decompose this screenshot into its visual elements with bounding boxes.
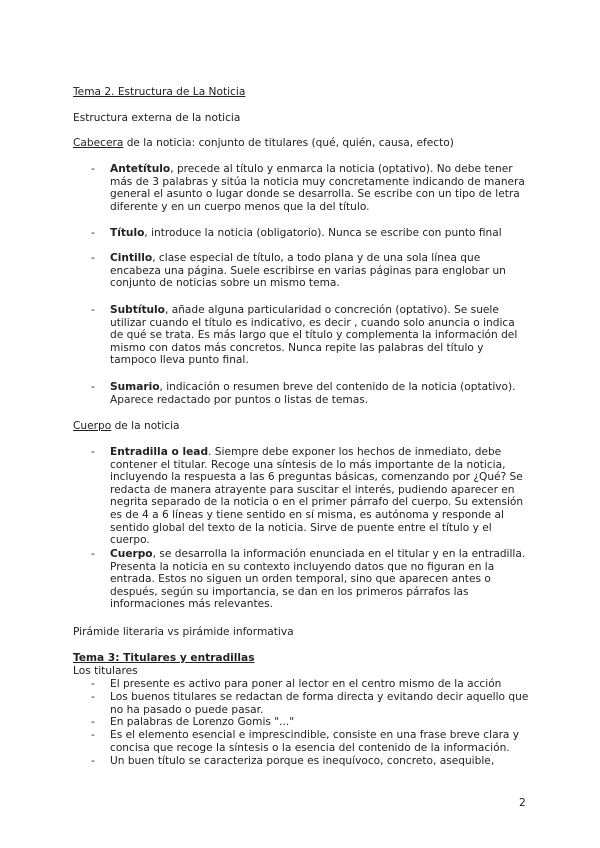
description: Es el elemento esencial e imprescindible, consiste en una frase breve clara y concisa que recoge la síntesis o la esencia del contenido de la información. [110, 729, 520, 754]
description: , se desarrolla la información enunciada en el titular y en la entradilla. Presenta la noticia en su contexto incluyendo datos que no figuran en la entrada. Estos no siguen un orden temporal, sino que aparecen antes o después, según su importancia, se dan en los primeros párrafos las informaciones más relevantes. [110, 548, 526, 611]
description: , introduce la noticia (obligatorio). Nunca se escribe con punto final [144, 227, 502, 239]
tema3-heading: Tema 3: Titulares y entradillas [73, 652, 255, 664]
cabecera-line [73, 137, 454, 150]
description: El presente es activo para poner al lector en el centro mismo de la acción [110, 678, 502, 690]
dash-bullet: - [91, 548, 95, 560]
term: Título [110, 227, 145, 239]
description: , clase especial de título, a todo plana y de una sola línea que encabeza una página. Suele escribirse en varias páginas para englobar un conjunto de noticias sobre un mismo tema. [110, 252, 506, 290]
dash-bullet: - [91, 678, 95, 690]
page-number: 2 [519, 797, 526, 809]
tema3-subheading: Los titulares [73, 665, 138, 677]
dash-bullet: - [91, 729, 95, 741]
description: . Siempre debe exponer los hechos de inmediato, debe contener el titular. Recoge una síntesis de lo más importante de la noticia, incluyendo la respuesta a las 6 preguntas básicas, comenzando por ¿Qué? Se redacta de manera atrayente para suscitar el interés, pudiendo aparecer en negrita separado de la noticia o en el primer párrafo del cuerpo. Su extensión es de 4 a 6 líneas y tiene sentido en sí misma, es autónoma y responde al sentido global del texto de la noticia. Sirve de puente entre el título y el cuerpo. [110, 446, 524, 547]
tema2-subheading: Estructura externa de la noticia [73, 112, 241, 124]
term: Cuerpo [110, 548, 153, 560]
description: , precede al título y enmarca la noticia (optativo). No debe tener más de 3 palabras y sitúa la noticia muy concretamente indicando de manera general el asunto o lugar donde se desarrolla. Se escribe con un tipo de letra diferente y en un cuerpo menos que la del título. [110, 163, 525, 213]
cabecera-description: de la noticia: conjunto de titulares (qué, quién, causa, efecto) [123, 137, 454, 149]
term: Sumario [110, 381, 160, 393]
description: En palabras de Lorenzo Gomis "..." [110, 716, 295, 728]
description: Un buen título se caracteriza porque es inequívoco, concreto, asequible, [110, 755, 495, 767]
tema2-heading: Tema 2. Estructura de La Noticia [73, 86, 246, 98]
dash-bullet: - [91, 227, 95, 239]
cuerpo-description: de la noticia [111, 420, 180, 432]
description: , indicación o resumen breve del contenido de la noticia (optativo). Aparece redactado por puntos o listas de temas. [110, 381, 516, 406]
cuerpo-line [73, 420, 180, 433]
dash-bullet: - [91, 716, 95, 728]
dash-bullet: - [91, 755, 95, 767]
term: Subtítulo [110, 304, 165, 316]
description: , añade alguna particularidad o concreción (optativo). Se suele utilizar cuando el título es indicativo, es decir , cuando solo anuncia o indica de qué se trata. Es más largo que el título y complementa la información del mismo con datos más concretos. Nunca repite las palabras del título y tampoco lleva punto final. [110, 304, 518, 367]
dash-bullet: - [91, 304, 95, 316]
piramide-line: Pirámide literaria vs pirámide informativa [73, 626, 294, 638]
cabecera-term: Cabecera [73, 137, 124, 149]
description: Los buenos titulares se redactan de forma directa y evitando decir aquello que no ha pasado o puede pasar. [110, 691, 529, 716]
cuerpo-term: Cuerpo [73, 420, 112, 432]
term: Cintillo [110, 252, 153, 264]
dash-bullet: - [91, 691, 95, 703]
dash-bullet: - [91, 446, 95, 458]
term: Antetítulo [110, 163, 171, 175]
dash-bullet: - [91, 252, 95, 264]
dash-bullet: - [91, 381, 95, 393]
dash-bullet: - [91, 163, 95, 175]
term: Entradilla o lead [110, 446, 209, 458]
